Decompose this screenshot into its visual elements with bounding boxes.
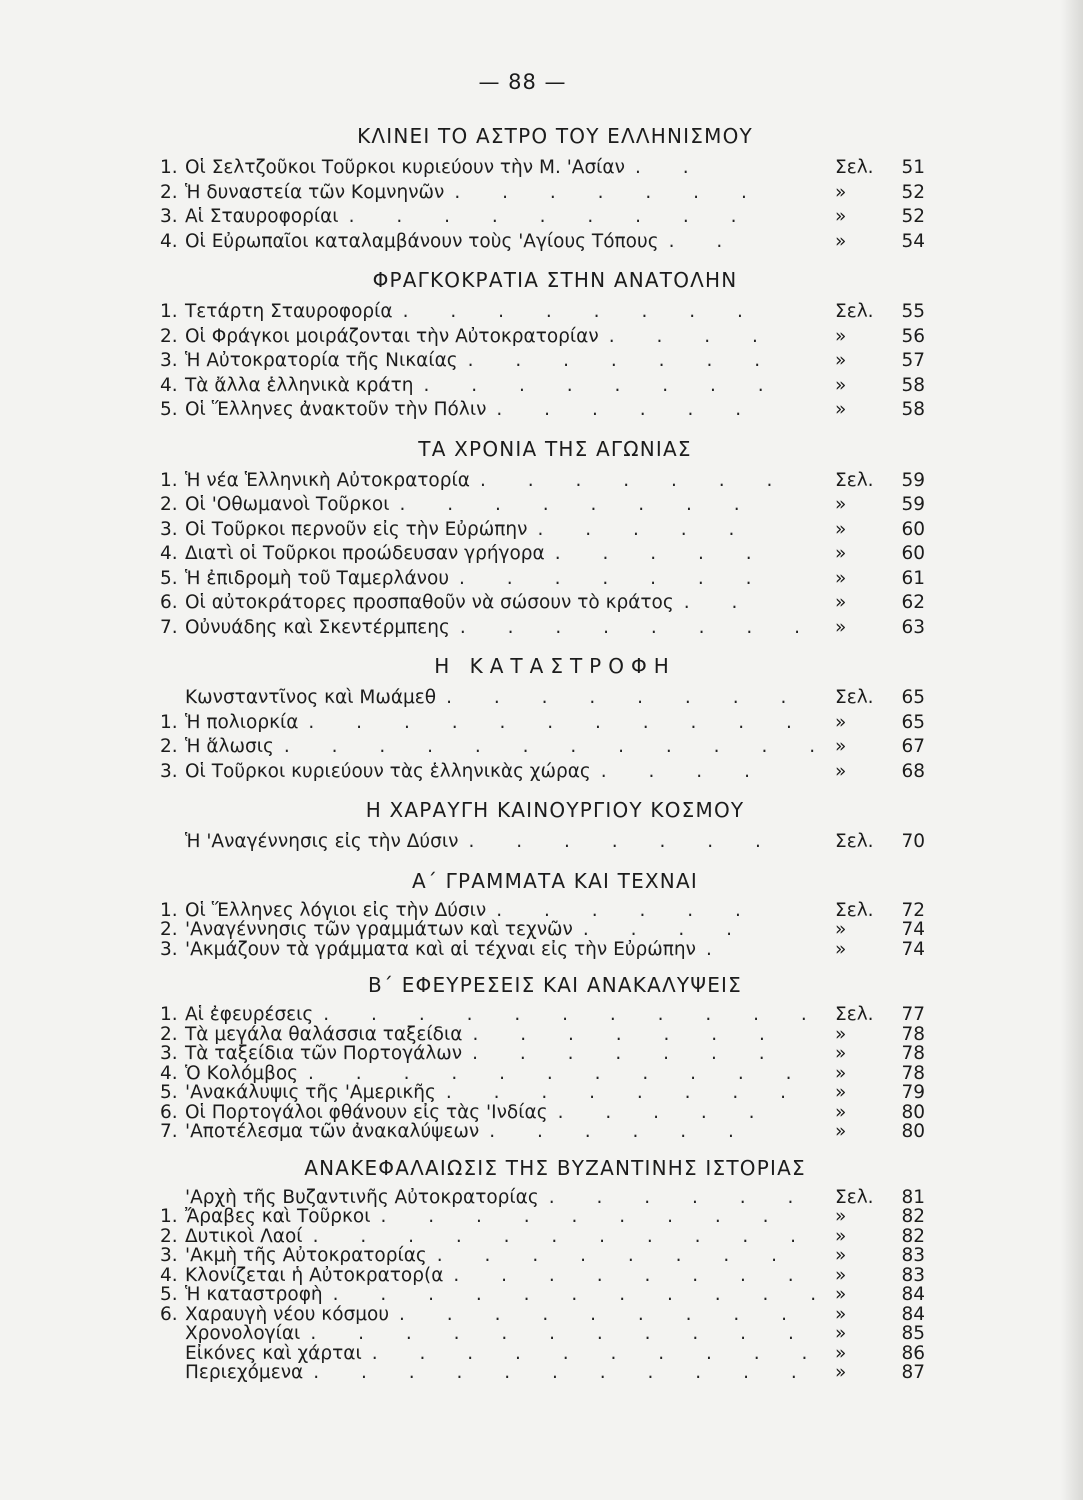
entry-page: 85 [901,1323,925,1344]
toc-entry [160,1363,925,1383]
entry-ref: » [835,567,847,589]
toc-entry [160,1005,925,1025]
entry-title: Κλονίζεται ἡ Αὐτοκρατορ(α [185,1264,444,1286]
entry-number: 2. [160,1225,178,1247]
section-gap [160,640,925,650]
entry-title: Χρονολογίαι [185,1323,301,1344]
toc-entry [160,760,925,785]
entry-title: Οἱ Πορτογάλοι φθάνουν εἰς τὰς 'Ινδίας [185,1101,548,1123]
section-gap [160,1142,925,1152]
entry-page: 83 [901,1264,925,1286]
entry-number: 2. [160,325,178,347]
entry-number: 3. [160,760,178,782]
entry-title: Αἱ ἐφευρέσεις [185,1004,314,1025]
toc-entry [160,300,925,325]
toc-entry [160,542,925,567]
entry-page: 82 [901,1206,925,1227]
toc-entry [160,901,925,921]
entry-title: Τὰ μεγάλα θαλάσσια ταξείδια [185,1023,463,1045]
entry-page: 70 [901,831,925,852]
leader-dots: . . . . . . . [467,350,779,371]
entry-ref: Σελ. [835,687,874,708]
entry-page: 57 [901,350,925,371]
entry-title: Οἱ Φράγκοι μοιράζονται τὴν Αὐτοκρατορίαν [185,325,599,347]
entry-number: 4. [160,230,178,252]
entry-ref: » [835,181,847,203]
entry-number: 3. [160,350,178,371]
entry-ref: » [835,1101,847,1123]
entry-page: 79 [901,1082,925,1103]
entry-page: 56 [901,325,925,347]
entry-title: Ὁ Κολόμβος [185,1062,299,1084]
section-title: ΤΑ ΧΡΟΝΙΑ ΤΗΣ ΑΓΩΝΙΑΣ [418,436,692,461]
entry-page: 51 [901,157,925,178]
entry-ref: » [835,616,847,638]
entry-page: 74 [901,919,925,940]
entry-page: 52 [901,181,925,203]
leader-dots: . . . . . . . . . . . . [283,736,834,757]
entry-title: Τὰ ἄλλα ἑλληνικὰ κράτη [185,374,414,396]
entry-number: 3. [160,938,178,960]
section-title: Η ΧΑΡΑΥΓΗ ΚΑΙΝΟΥΡΓΙΟΥ ΚΟΣΜΟΥ [365,798,745,822]
entry-number: 4. [160,1264,178,1286]
entry-page: 54 [901,230,925,252]
toc-entry [160,1064,925,1084]
section-gap [160,1383,925,1393]
leader-dots: . . . . . . . . [445,1083,805,1103]
entry-page: 58 [901,399,925,420]
entry-number: 7. [160,616,178,638]
entry-number: 2. [160,736,178,757]
entry-number: 1. [160,157,178,178]
entry-title: Οἱ Σελτζοῦκοι Τοῦρκοι κυριεύουν τὴν Μ. 'Ασίαν [185,157,625,178]
section-title: ΚΛΙΝΕΙ ΤΟ ΑΣΤΡΟ ΤΟΥ ΕΛΛΗΝΙΣΜΟΥ [357,124,753,148]
toc-entry [160,398,925,423]
leader-dots: . . . . . . . [472,1024,783,1044]
entry-page: 60 [901,518,925,540]
toc-entry [160,469,925,494]
toc-entry [160,1324,925,1344]
entry-ref: » [835,543,847,564]
entry-ref: Σελ. [835,1186,874,1208]
section-gap [160,254,925,264]
entry-ref: Σελ. [835,899,874,921]
entry-title: Ἡ καταστροφὴ [185,1284,323,1305]
entry-ref: » [835,1303,847,1325]
entry-title: Ἡ πολιορκία [185,711,299,733]
toc-entry [160,374,925,399]
entry-ref: » [835,399,847,420]
entry-page: 72 [901,899,925,921]
entry-title: Αἱ Σταυροφορίαι [185,206,339,227]
entry-title: 'Αποτέλεσμα τῶν ἀνακαλύψεων [185,1121,480,1142]
leader-dots: . . . . [582,920,751,940]
leader-dots: . . . . . . . [454,181,765,203]
entry-number: 6. [160,592,178,613]
entry-page: 86 [901,1342,925,1364]
entry-title: Κωνσταντῖνος καὶ Μωάμεθ [185,687,437,708]
leader-dots: . . . . . . . [468,831,779,852]
entry-ref: » [835,760,847,782]
entry-ref: » [835,1284,847,1305]
entry-title: Ἡ Αὐτοκρατορία τῆς Νικαίας [185,350,458,371]
entry-title: Οὐνυάδης καὶ Σκεντέρμπεης [185,616,450,638]
table-of-contents [160,120,925,1393]
toc-entry [160,1188,925,1208]
entry-ref: » [835,1043,847,1064]
entry-title: 'Αναγέννησις τῶν γραμμάτων καὶ τεχνῶν [185,919,573,940]
leader-dots: . . . . . . [496,900,759,920]
entry-title: Ἡ ἅλωσις [185,736,274,757]
leader-dots: . . . . [608,325,776,347]
entry-page: 77 [901,1004,925,1025]
entry-page: 87 [901,1362,925,1383]
entry-page: 78 [901,1023,925,1045]
leader-dots: . . . . . . . [472,1044,783,1064]
entry-ref: » [835,1245,847,1266]
section-gap [160,784,925,794]
entry-title: 'Ακμάζουν τὰ γράμματα καὶ αἱ τέχναι εἰς τὴν Εὐρώπην [185,938,696,960]
entry-number: 5. [160,567,178,589]
section-gap [160,959,925,969]
leader-dots: . . . . . . . . [446,687,805,708]
entry-page: 67 [901,736,925,757]
leader-dots: . . . . . . . . [453,1265,812,1285]
toc-entry [160,230,925,255]
entry-number: 1. [160,1004,178,1025]
entry-ref: » [835,592,847,613]
entry-ref: Σελ. [835,469,874,491]
entry-number: 5. [160,1284,178,1305]
leader-dots: . . . . . . . . . . [371,1343,826,1363]
entry-ref: » [835,1121,847,1142]
leader-dots: . . . . . . [496,399,760,420]
entry-number: 6. [160,1101,178,1123]
entry-ref: » [835,1082,847,1103]
leader-dots: . . . . . . . . [423,374,782,396]
section-gap [160,855,925,865]
leader-dots: . [705,939,730,959]
entry-ref: » [835,1062,847,1084]
entry-title: Οἱ Τοῦρκοι περνοῦν εἰς τὴν Εὐρώπην [185,518,528,540]
leader-dots: . . . . . . . [479,469,791,491]
toc-entry [160,1207,925,1227]
entry-number: 7. [160,1121,178,1142]
entry-number: 4. [160,374,178,396]
entry-ref: » [835,711,847,733]
leader-dots: . . . . . . . . . . . [312,1226,815,1246]
leader-dots: . . . . . . . . . . . [308,711,810,733]
leader-dots: . . . . . . . . [399,494,758,515]
entry-ref: » [835,1264,847,1286]
toc-entry [160,349,925,374]
section-title: ΦΡΑΓΚΟΚΡΑΤΙΑ ΣΤΗΝ ΑΝΑΤΟΛΗΝ [372,268,738,292]
entry-number: 1. [160,899,178,921]
entry-title: Οἱ Ἕλληνες ἀνακτοῦν τὴν Πόλιν [185,399,487,420]
section-gap [160,423,925,433]
entry-number: 5. [160,399,178,420]
toc-entry [160,1344,925,1364]
entry-ref: » [835,350,847,371]
entry-ref: » [835,325,847,347]
leader-dots: . . . . . . . . [459,616,819,638]
toc-entry [160,940,925,960]
toc-entry [160,1285,925,1305]
entry-title: Οἱ 'Οθωμανοὶ Τοῦρκοι [185,494,390,515]
section-title: Β΄ ΕΦΕΥΡΕΣΕΙΣ ΚΑΙ ΑΝΑΚΑΛΥΨΕΙΣ [368,973,742,997]
leader-dots: . . . . . . . . [436,1246,796,1266]
page-edge-shadow [1061,0,1083,1500]
toc-entry [160,830,925,855]
entry-number: 4. [160,543,178,564]
leader-dots: . . . . . . . . . . . [308,1063,810,1083]
leader-dots: . . . . . . . . . . . [332,1285,835,1305]
leader-dots: . . . . [600,760,768,782]
leader-dots: . . . . . . . . . . . [310,1324,812,1344]
entry-page: 80 [901,1101,925,1123]
entry-ref: » [835,1023,847,1045]
toc-entry [160,1246,925,1266]
leader-dots: . . . . . . [548,1187,812,1207]
toc-entry [160,735,925,760]
entry-title: Ἡ δυναστεία τῶν Κομνηνῶν [185,181,445,203]
entry-page: 63 [901,616,925,638]
leader-dots: . . . . . . . . . [348,206,755,227]
leader-dots: . . [683,592,756,613]
toc-entry [160,325,925,350]
entry-ref: Σελ. [835,301,874,322]
entry-page: 78 [901,1062,925,1084]
toc-entry [160,1227,925,1247]
entry-page: 83 [901,1245,925,1266]
entry-page: 78 [901,1043,925,1064]
entry-ref: » [835,1362,847,1383]
entry-ref: » [835,1225,847,1247]
entry-number: 1. [160,1206,178,1227]
entry-ref: Σελ. [835,831,874,852]
entry-ref: Σελ. [835,1004,874,1025]
entry-title: Οἱ Τοῦρκοι κυριεύουν τὰς ἑλληνικὰς χώρας [185,760,591,782]
entry-page: 84 [901,1284,925,1305]
toc-entry [160,1044,925,1064]
entry-ref: » [835,1323,847,1344]
toc-entry [160,591,925,616]
entry-page: 59 [901,494,925,515]
entry-title: Ἡ ἐπιδρομὴ τοῦ Ταμερλάνου [185,567,450,589]
entry-ref: » [835,374,847,396]
entry-number: 3. [160,206,178,227]
entry-ref: » [835,919,847,940]
entry-page: 82 [901,1225,925,1247]
entry-number: 2. [160,494,178,515]
toc-entry [160,181,925,206]
toc-entry [160,1083,925,1103]
entry-title: Περιεχόμενα [185,1362,304,1383]
entry-number: 6. [160,1303,178,1325]
entry-title: Οἱ Ἕλληνες λόγιοι εἰς τὴν Δύσιν [185,899,487,921]
entry-number: 1. [160,711,178,733]
entry-ref: » [835,938,847,960]
entry-page: 68 [901,760,925,782]
entry-number: 2. [160,919,178,940]
entry-ref: » [835,230,847,252]
page-number: — 88 — [478,70,567,94]
toc-entry [160,205,925,230]
entry-ref: » [835,1342,847,1364]
entry-page: 62 [901,592,925,613]
entry-page: 84 [901,1303,925,1325]
entry-ref: Σελ. [835,157,874,178]
entry-title: Δυτικοὶ Λαοί [185,1225,303,1247]
entry-page: 55 [901,301,925,322]
toc-entry [160,1266,925,1286]
entry-ref: » [835,518,847,540]
toc-entry [160,711,925,736]
toc-entry [160,1305,925,1325]
leader-dots: . . . . . . . . . . . [313,1363,815,1383]
entry-title: 'Ανακάλυψις τῆς 'Αμερικῆς [185,1082,436,1103]
entry-number: 4. [160,1062,178,1084]
leader-dots: . . . . . [554,543,770,564]
leader-dots: . . . . . . [489,1122,752,1142]
leader-dots: . . . . . . . . . [399,1304,806,1324]
entry-page: 74 [901,938,925,960]
entry-number: 3. [160,518,178,540]
leader-dots: . . [634,157,707,178]
entry-number: 1. [160,301,178,322]
toc-entry [160,616,925,641]
toc-entry [160,1103,925,1123]
toc-entry [160,567,925,592]
leader-dots: . . . . . . . . . [380,1207,787,1227]
entry-title: 'Αρχὴ τῆς Βυζαντινῆς Αὐτοκρατορίας [185,1186,539,1208]
entry-ref: » [835,1206,847,1227]
entry-ref: » [835,206,847,227]
entry-number: 3. [160,1043,178,1064]
entry-title: Διατὶ οἱ Τοῦρκοι προώδευσαν γρήγορα [185,543,545,564]
entry-number: 2. [160,181,178,203]
entry-number: 1. [160,469,178,491]
toc-entry [160,686,925,711]
toc-entry [160,156,925,181]
toc-entry [160,1122,925,1142]
entry-ref: » [835,736,847,757]
toc-entry [160,518,925,543]
entry-ref: » [835,494,847,515]
entry-page: 60 [901,543,925,564]
toc-entry [160,920,925,940]
entry-title: Οἱ Εὐρωπαῖοι καταλαμβάνουν τοὺς 'Αγίους Τόπους [185,230,659,252]
entry-title: Τετάρτη Σταυροφορία [185,301,393,322]
entry-page: 80 [901,1121,925,1142]
section-title: ΑΝΑΚΕΦΑΛΑΙΩΣΙΣ ΤΗΣ ΒΥΖΑΝΤΙΝΗΣ ΙΣΤΟΡΙΑΣ [304,1155,806,1180]
entry-page: 59 [901,469,925,491]
entry-page: 58 [901,374,925,396]
entry-title: Ἡ 'Αναγέννησις εἰς τὴν Δύσιν [185,831,459,852]
leader-dots: . . . . . [557,1102,773,1122]
entry-number: 5. [160,1082,178,1103]
entry-title: Τὰ ταξείδια τῶν Πορτογάλων [185,1043,463,1064]
leader-dots: . . . . . [537,518,753,540]
entry-page: 61 [901,567,925,589]
toc-entry [160,493,925,518]
entry-number: 3. [160,1245,178,1266]
leader-dots: . . [668,230,741,252]
entry-page: 65 [901,711,925,733]
section-title: Α΄ ΓΡΑΜΜΑΤΑ ΚΑΙ ΤΕΧΝΑΙ [412,868,698,893]
entry-page: 52 [901,206,925,227]
leader-dots: . . . . . . . [459,567,770,589]
section-title: Η ΚΑΤΑΣΤΡΟΦΗ [434,654,676,678]
entry-title: Εἰκόνες καὶ χάρται [185,1342,362,1364]
entry-title: 'Ακμὴ τῆς Αὐτοκρατορίας [185,1245,427,1266]
entry-title: Χαραυγὴ νέου κόσμου [185,1303,390,1325]
entry-page: 81 [901,1186,925,1208]
leader-dots: . . . . . . . . [402,301,761,322]
entry-title: Ἄραβες καὶ Τοῦρκοι [185,1206,371,1227]
entry-number: 2. [160,1023,178,1045]
leader-dots: . . . . . . . . . . . [323,1005,825,1025]
entry-title: Ἡ νέα Ἑλληνικὴ Αὐτοκρατορία [185,469,470,491]
entry-page: 65 [901,687,925,708]
toc-entry [160,1025,925,1045]
entry-title: Οἱ αὐτοκράτορες προσπαθοῦν νὰ σώσουν τὸ κράτος [185,592,674,613]
